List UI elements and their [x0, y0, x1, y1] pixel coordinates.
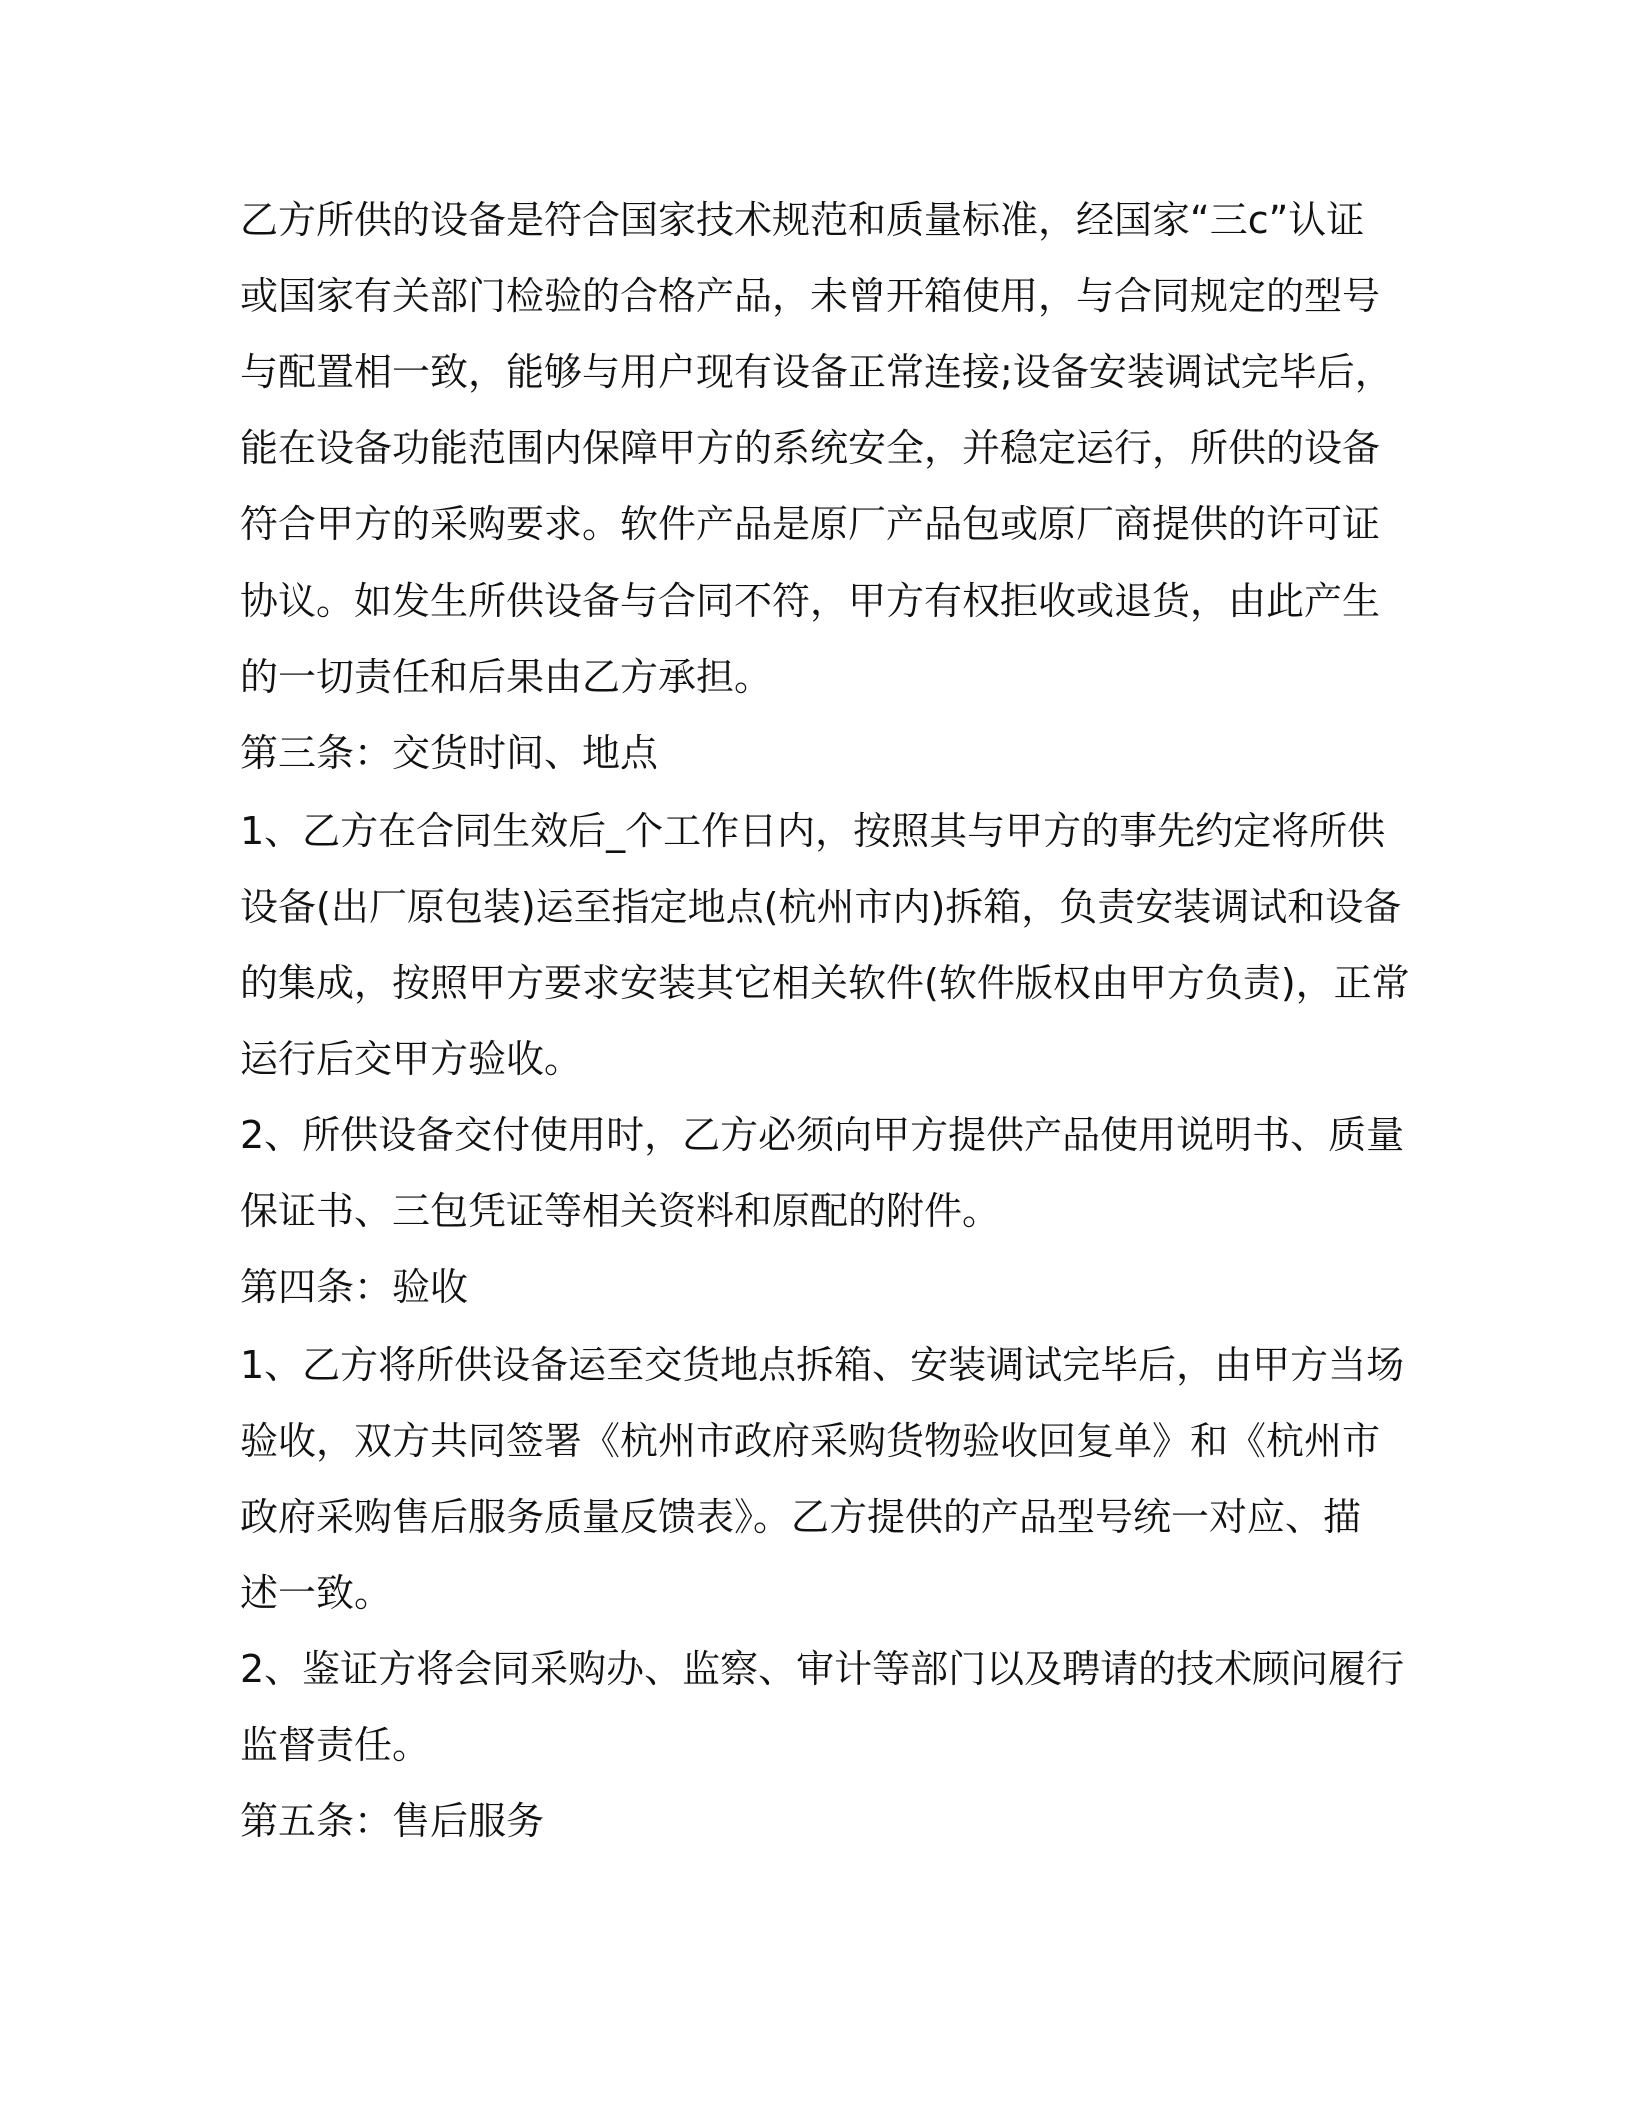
paragraph-line: 与配置相一致，能够与用户现有设备正常连接;设备安装调试完毕后，	[240, 350, 1393, 394]
paragraph-line: 符合甲方的采购要求。软件产品是原厂产品包或原厂商提供的许可证	[240, 502, 1381, 546]
clause-line: 监督责任。	[240, 1723, 431, 1767]
paragraph-line: 的一切责任和后果由乙方承担。	[240, 655, 773, 699]
clause-line: 设备(出厂原包装)运至指定地点(杭州市内)拆箱，负责安装调试和设备	[240, 885, 1402, 929]
clause-line: 政府采购售后服务质量反馈表》。乙方提供的产品型号统一对应、描	[240, 1495, 1362, 1539]
clause-line: 的集成，按照甲方要求安装其它相关软件(软件版权由甲方负责)，正常	[240, 961, 1410, 1005]
clause-line: 2、所供设备交付使用时，乙方必须向甲方提供产品使用说明书、质量	[240, 1113, 1405, 1157]
paragraph-line: 或国家有关部门检验的合格产品，未曾开箱使用，与合同规定的型号	[240, 274, 1381, 318]
section-heading-after-sales: 第五条：售后服务	[240, 1799, 545, 1843]
clause-line: 运行后交甲方验收。	[240, 1037, 583, 1081]
paragraph-line: 协议。如发生所供设备与合同不符，甲方有权拒收或退货，由此产生	[240, 579, 1381, 623]
clause-line: 述一致。	[240, 1571, 393, 1615]
clause-line: 保证书、三包凭证等相关资料和原配的附件。	[240, 1189, 1001, 1233]
section-heading-acceptance: 第四条：验收	[240, 1265, 469, 1309]
clause-line: 验收，双方共同签署《杭州市政府采购货物验收回复单》和《杭州市	[240, 1419, 1381, 1463]
section-heading-delivery: 第三条：交货时间、地点	[240, 731, 659, 775]
clause-line: 2、鉴证方将会同采购办、监察、审计等部门以及聘请的技术顾问履行	[240, 1647, 1405, 1691]
paragraph-line: 能在设备功能范围内保障甲方的系统安全，并稳定运行，所供的设备	[240, 426, 1381, 470]
clause-line: 1、乙方在合同生效后_个工作日内，按照其与甲方的事先约定将所供	[240, 809, 1386, 853]
clause-line: 1、乙方将所供设备运至交货地点拆箱、安装调试完毕后，由甲方当场	[240, 1343, 1405, 1387]
paragraph-line: 乙方所供的设备是符合国家技术规范和质量标准，经国家“三c”认证	[240, 198, 1365, 242]
